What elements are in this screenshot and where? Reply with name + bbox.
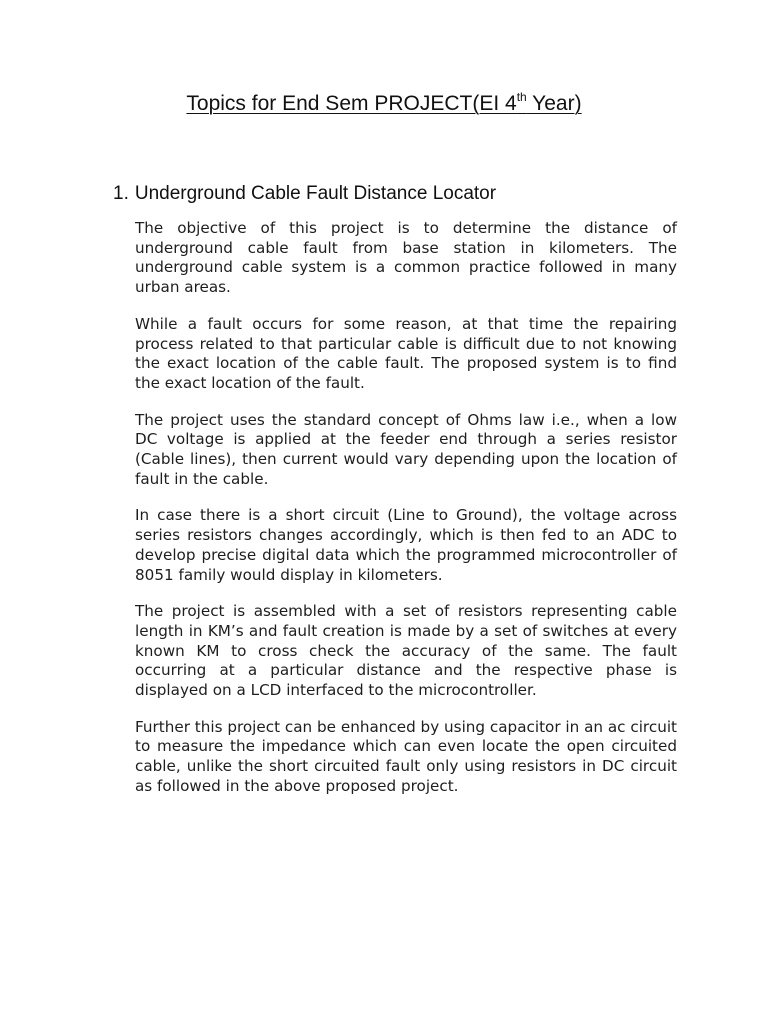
paragraph-short-circuit: In case there is a short circuit (Line to Ground), the voltage across series resistors changes accordingly, which is then fed to an ADC to develop precise digital data which the programmed microcontroller of 8051 family would display in kilometers.: [135, 506, 677, 584]
paragraph-assembly: The project is assembled with a set of resistors representing cable length in KM’s and fault creation is made by a set of switches at every known KM to cross check the accuracy of the same. The fault occurring at a particular distance and the respective phase is displayed on a LCD interfaced to the microcontroller.: [135, 602, 677, 700]
document-title: [0, 92, 768, 116]
paragraph-fault-repair: While a fault occurs for some reason, at that time the repairing process related to that particular cable is difficult due to not knowing the exact location of the cable fault. The proposed system is to find the exact location of the fault.: [135, 314, 677, 392]
section-body: [135, 219, 677, 814]
paragraph-ohms-law: The project uses the standard concept of Ohms law i.e., when a low DC voltage is applied at the feeder end through a series resistor (Cable lines), then current would vary depending upon the location of fault in the cable.: [135, 410, 677, 488]
title-end-text: Year): [526, 92, 582, 115]
section-number: 1.: [113, 183, 129, 204]
paragraph-objective: The objective of this project is to determine the distance of underground cable fault from base station in kilometers. The underground cable system is a common practice followed in many urban areas.: [135, 219, 677, 297]
section-heading: [113, 183, 496, 205]
title-superscript: th: [516, 90, 527, 104]
paragraph-enhancement: Further this project can be enhanced by using capacitor in an ac circuit to measure the impedance which can even locate the open circuited cable, unlike the short circuited fault only using resistors in DC circuit as followed in the above proposed project.: [135, 717, 677, 795]
title-main-text: Topics for End Sem PROJECT(EI 4: [186, 92, 517, 115]
section-title: Underground Cable Fault Distance Locator: [134, 183, 497, 204]
